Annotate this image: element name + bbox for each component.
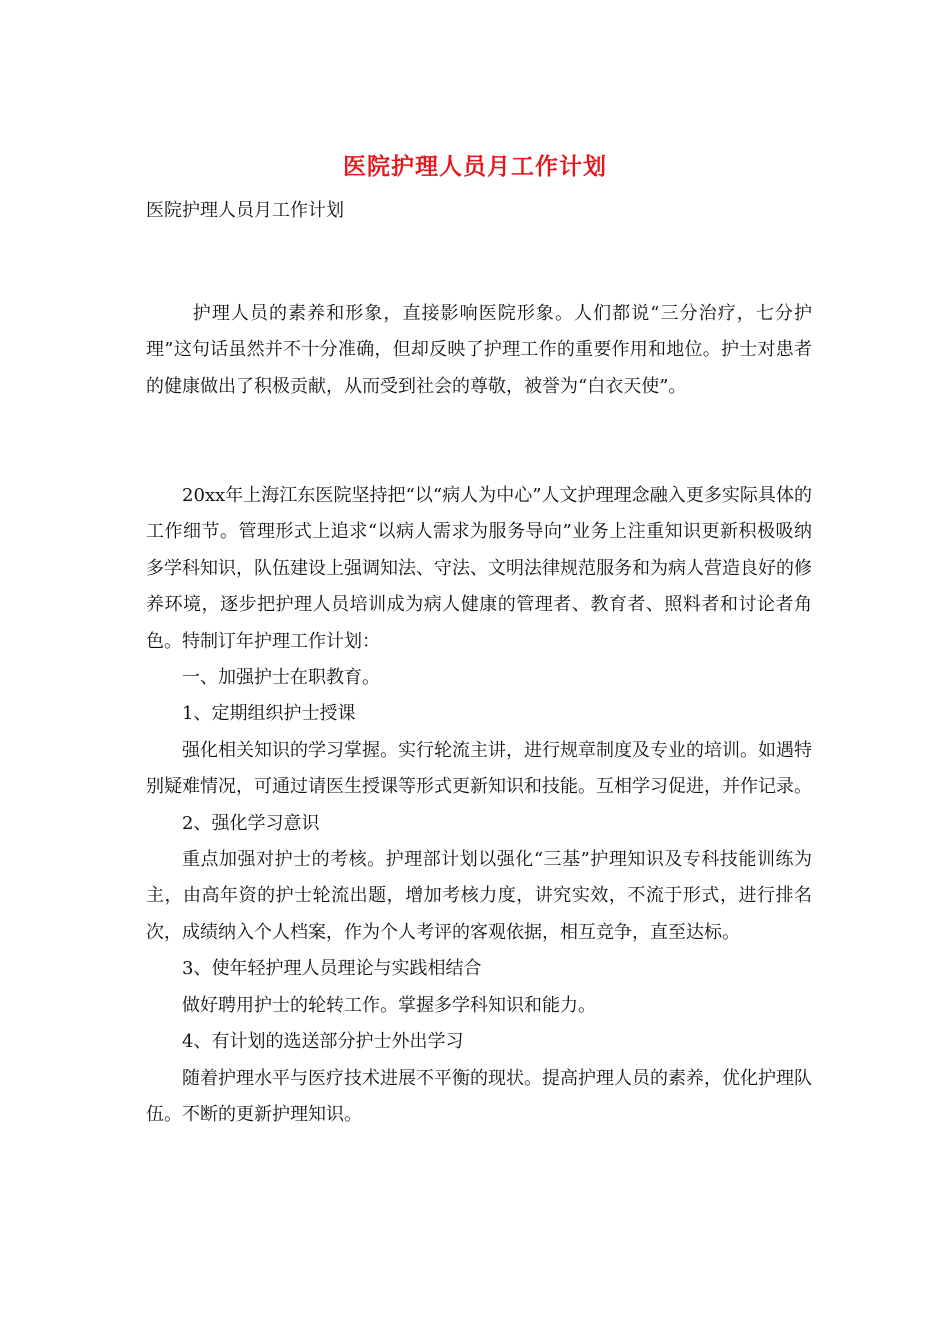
item-paragraph: 重点加强对护士的考核。护理部计划以强化“三基”护理知识及专科技能训练为主，由高年资的护士轮流出题，增加考核力度，讲究实效，不流于形式，进行排名次，成绩纳入个人档案，作为个人考评的客观依据，相互竞争，直至达标。 xyxy=(146,849,812,943)
intro-section xyxy=(146,296,812,405)
item-heading: 3、使年轻护理人员理论与实践相结合 xyxy=(182,958,482,980)
item-paragraph: 强化相关知识的学习掌握。实行轮流主讲，进行规章制度及专业的培训。如遇特别疑难情况，可通过请医生授课等形式更新知识和技能。互相学习促进，并作记录。 xyxy=(146,739,812,798)
intro-paragraph: 护理人员的素养和形象，直接影响医院形象。人们都说“三分治疗，七分护理”这句话虽然并不十分准确，但却反映了护理工作的重要作用和地位。护士对患者的健康做出了积极贡献，从而受到社会的尊敬，被誉为“白衣天使”。 xyxy=(146,303,812,397)
item-heading: 4、有计划的选送部分护士外出学习 xyxy=(182,1031,464,1053)
item-paragraph: 做好聘用护士的轮转工作。掌握多学科知识和能力。 xyxy=(182,994,596,1016)
plan-section xyxy=(146,478,812,1133)
document-subtitle: 医院护理人员月工作计划 xyxy=(146,200,344,221)
plan-paragraph: 20xx年上海江东医院坚持把“以“病人为中心”人文护理理念融入更多实际具体的工作细节。管理形式上追求“以病人需求为服务导向”业务上注重知识更新积极吸纳多学科知识，队伍建设上强调知法、守法、文明法律规范服务和为病人营造良好的修养环境，逐步把护理人员培训成为病人健康的管理者、教育者、照料者和讨论者角色。特制订年护理工作计划： xyxy=(146,485,812,652)
item-heading: 2、强化学习意识 xyxy=(182,812,320,834)
section-heading: 一、加强护士在职教育。 xyxy=(182,667,380,689)
document-title: 医院护理人员月工作计划 xyxy=(343,153,607,180)
item-heading: 1、定期组织护士授课 xyxy=(182,703,356,725)
item-paragraph: 随着护理水平与医疗技术进展不平衡的现状。提高护理人员的素养，优化护理队伍。不断的更新护理知识。 xyxy=(146,1067,812,1125)
